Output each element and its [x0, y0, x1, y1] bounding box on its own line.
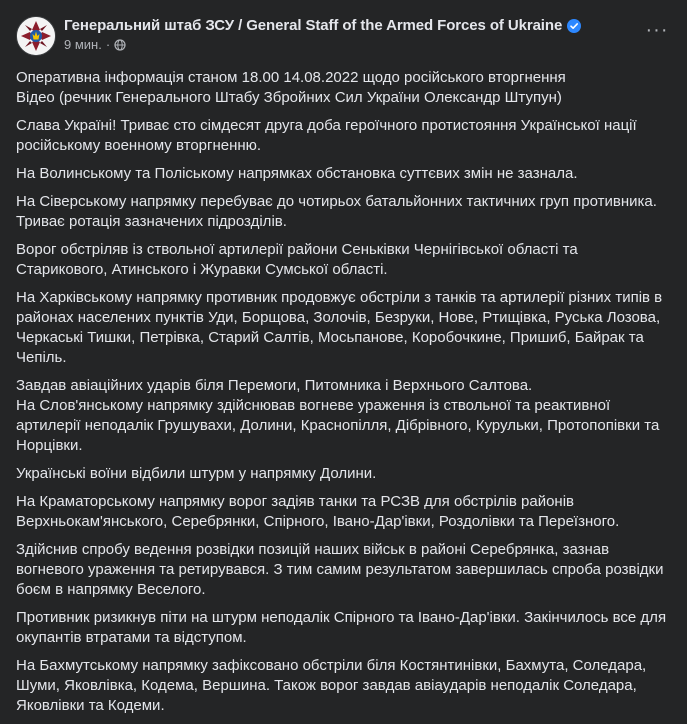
verified-badge-icon: [567, 19, 581, 33]
author-name[interactable]: Генеральний штаб ЗСУ / General Staff of the Armed Forces of Ukraine: [64, 17, 563, 34]
post-paragraph: Противник ризикнув піти на штурм неподалік Спірного та Івано-Дар'івки. Закінчилось все для окупантів втратами та відступом.: [16, 609, 667, 646]
page-avatar[interactable]: [16, 16, 56, 56]
more-options-button[interactable]: [639, 16, 675, 52]
more-horizontal-icon: ···: [645, 19, 669, 41]
post-meta: [64, 37, 631, 52]
post-paragraph: На Сіверському напрямку перебуває до чотирьох батальйонних тактичних груп противника. Триває ротація зазначених підрозділів.: [16, 193, 657, 230]
author-line: [64, 17, 631, 34]
globe-icon[interactable]: [114, 39, 126, 51]
post-paragraph: Завдав авіаційних ударів біля Перемоги, Питомника і Верхнього Салтова. На Слов'янському напрямку здійснював вогневе ураження із ствольної та реактивної артилерії неподалік Грушувахи, Долини, Краснопілля, Дібрівного, Курульки, Протопопівки та Норцівки.: [16, 377, 660, 454]
author-block: [64, 17, 631, 52]
post-paragraph: На Харківському напрямку противник продовжує обстріли з танків та артилерії різних типів в районах населених пунктів Уди, Борщова, Золочів, Безруки, Нове, Ртищівка, Руська Лозова, Черкаські Тишки, Петрівка, Старий Салтів, Мосьпанове, Коробочкине, Пришиб, Байрак та Чепіль.: [16, 289, 663, 366]
post-header: [16, 16, 671, 60]
post-paragraph: Оперативна інформація станом 18.00 14.08.2022 щодо російського вторгнення Відео (речник Генерального Штабу Збройних Сил України Олександр Штупун): [16, 69, 566, 106]
meta-separator: ·: [105, 37, 111, 52]
post-paragraph: Здійснив спробу ведення розвідки позицій наших військ в районі Серебрянка, зазнав вогневого ураження та ретирувався. З тим самим результатом завершилась спроба розвідки боєм в напрямку Веселого.: [16, 541, 664, 598]
armed-forces-emblem-icon: [17, 17, 55, 55]
post-paragraph: На Краматорському напрямку ворог задіяв танки та РСЗВ для обстрілів районів Верхньокам'янського, Серебрянки, Спірного, Івано-Дар'івки, Роздолівки та Переїзного.: [16, 493, 620, 530]
post-paragraph: На Волинському та Поліському напрямках обстановка суттєвих змін не зазнала.: [16, 165, 578, 182]
post-paragraph: Ворог обстріляв із ствольної артилерії райони Сеньківки Чернігівської області та Старикового, Атинського і Журавки Сумської області.: [16, 241, 578, 278]
post-paragraph: Українські воїни відбили штурм у напрямку Долини.: [16, 465, 377, 482]
post-text: [16, 68, 673, 724]
post-paragraph: Слава Україні! Триває сто сімдесят друга доба героїчного протистояння Української нації російському военному вторгненню.: [16, 117, 637, 154]
post-paragraph: На Бахмутському напрямку зафіксовано обстріли біля Костянтинівки, Бахмута, Соледара, Шуми, Яковлівка, Кодема, Вершина. Також ворог завдав авіаударів неподалік Соледара, Яковлівки та Кодеми.: [16, 657, 647, 714]
post-timestamp[interactable]: 9 мин.: [64, 37, 102, 52]
